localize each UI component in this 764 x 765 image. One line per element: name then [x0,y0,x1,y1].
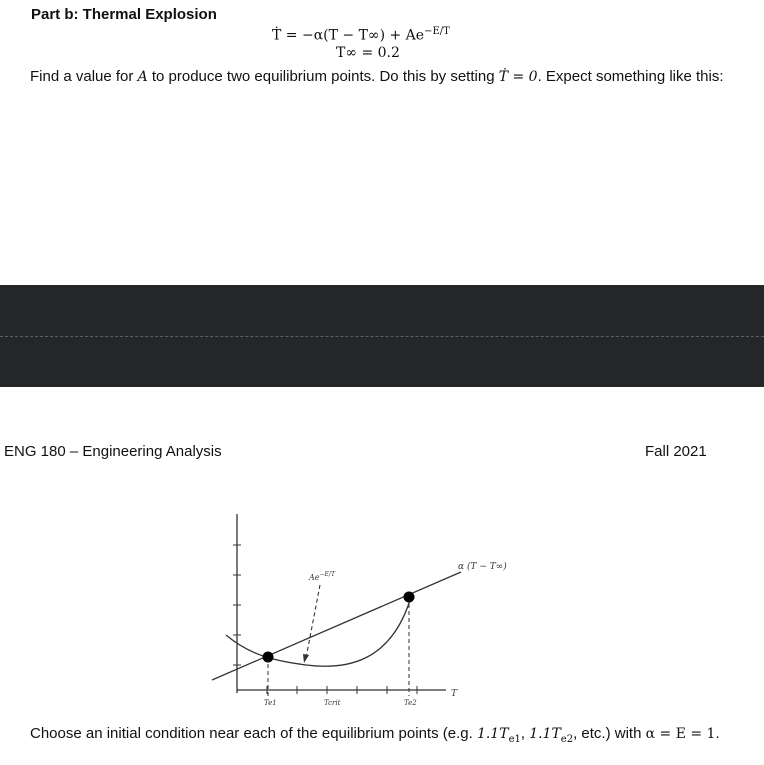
curve-pointer-arrowhead [303,654,309,663]
tick-te1: Te1 [264,699,277,707]
instruction-paragraph: Find a value for A to produce two equilibrium points. Do this by setting Ṫ = 0. Expect something like this: [30,68,724,85]
page-header-term: Fall 2021 [645,443,707,460]
equilibrium-point-1 [263,652,274,663]
equilibrium-point-2 [404,592,415,603]
linear-loss-line [212,572,461,680]
x-axis-label: T [451,689,458,699]
exponent: −E/T [424,26,450,37]
t-infinity-equation: T∞ = 0.2 [336,45,400,61]
line-label: α (T − T∞) [458,562,507,572]
ode-equation: Ṫ = $-\alpha(T - T\infty) + Ae^{-E/T}$ [272,26,450,44]
exponential-curve [226,597,411,666]
page-header-course: ENG 180 – Engineering Analysis [4,443,222,460]
section-heading: Part b: Thermal Explosion [31,6,217,23]
page-break-dashed-line [0,336,764,337]
equilibrium-figure [206,508,526,708]
closing-paragraph: Choose an initial condition near each of the equilibrium points (e.g. $1.1T_{e1}$, $1.1T_{e2}$, etc.) with α = E = 1. [30,725,720,745]
tick-te2: Te2 [404,699,417,707]
page-break-separator [0,285,764,387]
curve-label: $Ae^{-E/T}$ [309,571,335,582]
curve-pointer [306,585,320,658]
tick-tcrit: Tcrit [324,699,341,707]
